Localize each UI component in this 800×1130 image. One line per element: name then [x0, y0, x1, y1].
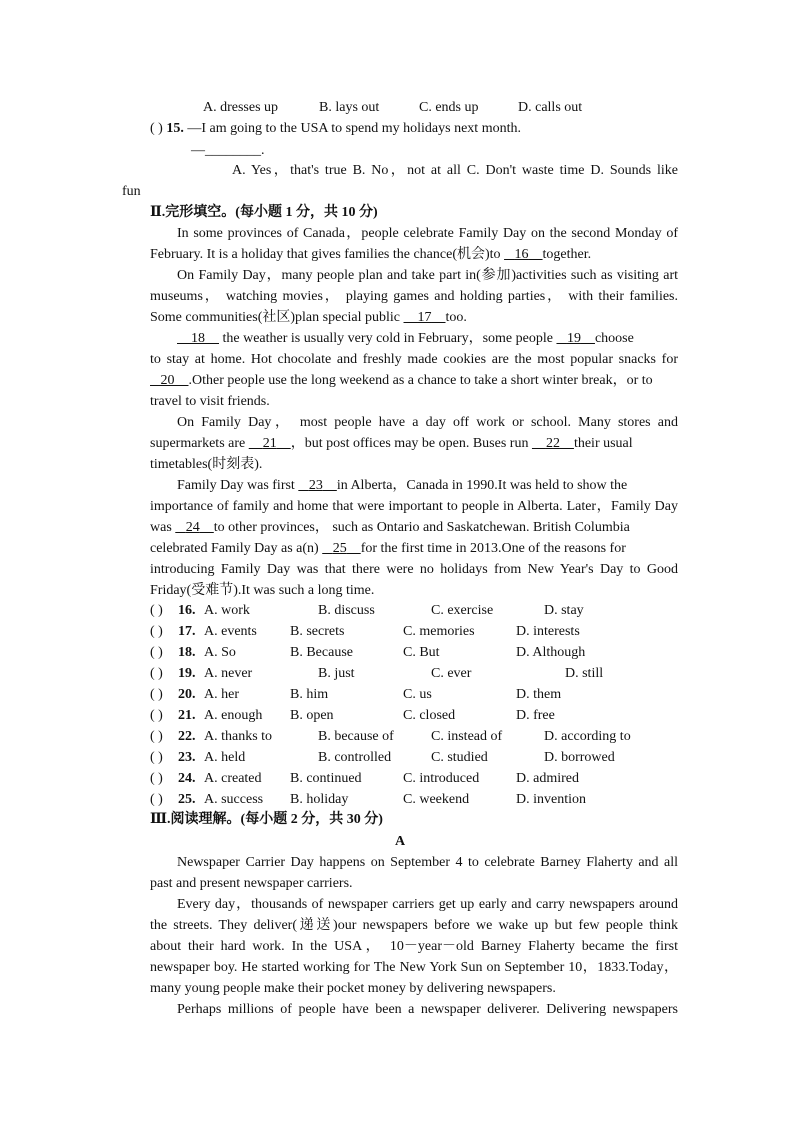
option-d[interactable]: D. invention [516, 792, 586, 807]
option-c[interactable]: C. But [403, 645, 440, 660]
answer-bracket[interactable]: ( ) [150, 687, 163, 702]
option-a[interactable]: A. thanks to [204, 729, 273, 744]
option-c[interactable]: C. ever [431, 666, 472, 681]
s2-p4-line1: On Family Day， most people have a day off work or school. Many stores and [177, 415, 678, 430]
s3-p3-line1: Perhaps millions of people have been a newspaper deliverer. Delivering newspapers [177, 1002, 678, 1017]
question-number: 22. [178, 729, 196, 744]
s2-p1-line2: February. It is a holiday that gives families the chance(机会)to 16 together. [150, 247, 592, 262]
s2-p3-line3: 20 .Other people use the long weekend as a chance to take a short winter break，or to [150, 371, 653, 391]
s2-p5-line5: introducing Family Day was that there were no holidays from New Year's Day to Good [150, 562, 678, 577]
option-d[interactable]: D. interests [516, 624, 580, 639]
s2-p5-line3: was 24 to other provinces， such as Ontario and Saskatchewan. British Columbia [150, 520, 630, 535]
answer-bracket[interactable]: ( ) [150, 645, 163, 660]
q14-option-c: C. ends up [419, 100, 479, 115]
s3-p2-line4: newspaper boy. He started working for The New York Sun on September 10，1833.Today， [150, 960, 678, 975]
s3-p2-line1: Every day，thousands of newspaper carriers get up early and carry newspapers around [177, 897, 678, 912]
option-d[interactable]: D. free [516, 708, 555, 723]
passage-label: A [394, 834, 406, 849]
answer-bracket[interactable]: ( ) [150, 750, 163, 765]
option-b[interactable]: B. just [318, 666, 355, 681]
q15-answer-line: —________. [191, 143, 265, 158]
s2-p4-line2: supermarkets are 21 ，but post offices may be open. Buses run 22 their usual [150, 436, 633, 451]
option-a[interactable]: A. created [204, 771, 262, 786]
question-number: 25. [178, 792, 196, 807]
blank-21[interactable]: 21 [262, 436, 277, 451]
option-a[interactable]: A. So [204, 645, 236, 660]
question-number: 16. [178, 603, 196, 618]
blank-24[interactable]: 24 [185, 520, 200, 535]
section-2-title: Ⅱ.完形填空。(每小题 1 分，共 10 分) [150, 205, 378, 220]
option-b[interactable]: B. Because [290, 645, 353, 660]
question-number: 24. [178, 771, 196, 786]
option-b[interactable]: B. open [290, 708, 334, 723]
s3-p2-line2: the streets. They deliver(递送)our newspapers before we wake up but few people think [150, 918, 678, 933]
q15-options-wrap: fun [122, 184, 141, 199]
option-b[interactable]: B. holiday [290, 792, 349, 807]
answer-bracket[interactable]: ( ) [150, 603, 163, 618]
option-a[interactable]: A. enough [204, 708, 263, 723]
option-c[interactable]: C. exercise [431, 603, 494, 618]
s2-p2-line2: museums， watching movies， playing games and holding parties， with their families. [150, 289, 678, 304]
option-a[interactable]: A. events [204, 624, 257, 639]
question-number: 15. [166, 121, 184, 136]
blank-19[interactable]: 19 [566, 331, 581, 346]
option-a[interactable]: A. held [204, 750, 246, 765]
option-c[interactable]: C. us [403, 687, 432, 702]
answer-bracket[interactable]: ( ) [150, 792, 163, 807]
question-number: 23. [178, 750, 196, 765]
blank-17[interactable]: 17 [417, 310, 432, 325]
question-number: 21. [178, 708, 196, 723]
question-number: 19. [178, 666, 196, 681]
q15-options: A. Yes，that's true B. No，not at all C. Don't waste time D. Sounds like [232, 163, 678, 178]
option-b[interactable]: B. secrets [290, 624, 345, 639]
s2-p4-line3: timetables(时刻表). [150, 457, 263, 472]
q14-option-a: A. dresses up [203, 100, 279, 115]
option-b[interactable]: B. discuss [318, 603, 375, 618]
blank-23[interactable]: 23 [308, 478, 323, 493]
s3-p2-line5: many young people make their pocket money by delivering newspapers. [150, 981, 556, 996]
blank-22[interactable]: 22 [545, 436, 560, 451]
option-d[interactable]: D. stay [544, 603, 584, 618]
option-c[interactable]: C. instead of [431, 729, 503, 744]
s2-p2-line3: Some communities(社区)plan special public 17 too. [150, 310, 467, 325]
s2-p5-line6: Friday(受难节).It was such a long time. [150, 583, 375, 598]
option-a[interactable]: A. her [204, 687, 239, 702]
option-d[interactable]: D. according to [544, 729, 631, 744]
answer-bracket[interactable]: ( ) [150, 666, 163, 681]
answer-bracket[interactable]: ( ) [150, 708, 163, 723]
s2-p3-line2: to stay at home. Hot chocolate and freshly made cookies are the most popular snacks for [150, 352, 678, 367]
answer-bracket[interactable]: ( ) [150, 771, 163, 786]
answer-bracket[interactable]: ( ) [150, 729, 163, 744]
option-c[interactable]: C. weekend [403, 792, 470, 807]
option-b[interactable]: B. because of [318, 729, 394, 744]
q14-option-b: B. lays out [319, 100, 380, 115]
option-b[interactable]: B. continued [290, 771, 362, 786]
question-stem: —I am going to the USA to spend my holidays next month. [187, 121, 521, 136]
blank-18[interactable]: 18 [191, 331, 205, 346]
answer-bracket[interactable]: ( ) [150, 121, 163, 136]
option-b[interactable]: B. controlled [318, 750, 392, 765]
option-b[interactable]: B. him [290, 687, 329, 702]
blank-25[interactable]: 25 [332, 541, 347, 556]
option-a[interactable]: A. never [204, 666, 253, 681]
blank-16[interactable]: 16 [514, 247, 529, 262]
q15-stem-line [150, 119, 521, 139]
option-c[interactable]: C. memories [403, 624, 475, 639]
s3-p2-line3: about their hard work. In the USA， 10－year－old Barney Flaherty became the first [150, 939, 678, 954]
option-a[interactable]: A. work [204, 603, 250, 618]
option-d[interactable]: D. still [565, 666, 604, 681]
option-d[interactable]: D. Although [516, 645, 586, 660]
s2-p2-line1: On Family Day，many people plan and take part in(参加)activities such as visiting art [177, 268, 678, 283]
question-number: 20. [178, 687, 196, 702]
s2-p5-line1: Family Day was first 23 in Alberta，Canada in 1990.It was held to show the [177, 478, 628, 493]
s3-p1-line1: Newspaper Carrier Day happens on September 4 to celebrate Barney Flaherty and all [177, 855, 678, 870]
option-d[interactable]: D. them [516, 687, 562, 702]
s2-p5-line2: importance of family and home that were important to people in Alberta. Later，Family Day [150, 499, 678, 514]
answer-bracket[interactable]: ( ) [150, 624, 163, 639]
option-c[interactable]: C. introduced [403, 771, 480, 786]
option-c[interactable]: C. studied [431, 750, 488, 765]
s2-p1-line1: In some provinces of Canada，people celebrate Family Day on the second Monday of [177, 226, 678, 241]
question-number: 17. [178, 624, 196, 639]
q14-option-d: D. calls out [518, 100, 583, 115]
option-d[interactable]: D. admired [516, 771, 579, 786]
option-d[interactable]: D. borrowed [544, 750, 615, 765]
question-number: 18. [178, 645, 196, 660]
s2-p5-line4: celebrated Family Day as a(n) 25 for the first time in 2013.One of the reasons for [150, 541, 626, 556]
s2-p3-line4: travel to visit friends. [150, 394, 270, 409]
s3-p1-line2: past and present newspaper carriers. [150, 876, 353, 891]
s2-p3-line1: 18 the weather is usually very cold in February，some people 19 choose [177, 329, 678, 349]
section-3-title: Ⅲ.阅读理解。(每小题 2 分，共 30 分) [150, 812, 383, 827]
option-a[interactable]: A. success [204, 792, 264, 807]
option-c[interactable]: C. closed [403, 708, 456, 723]
blank-20[interactable]: 20 [160, 373, 175, 388]
